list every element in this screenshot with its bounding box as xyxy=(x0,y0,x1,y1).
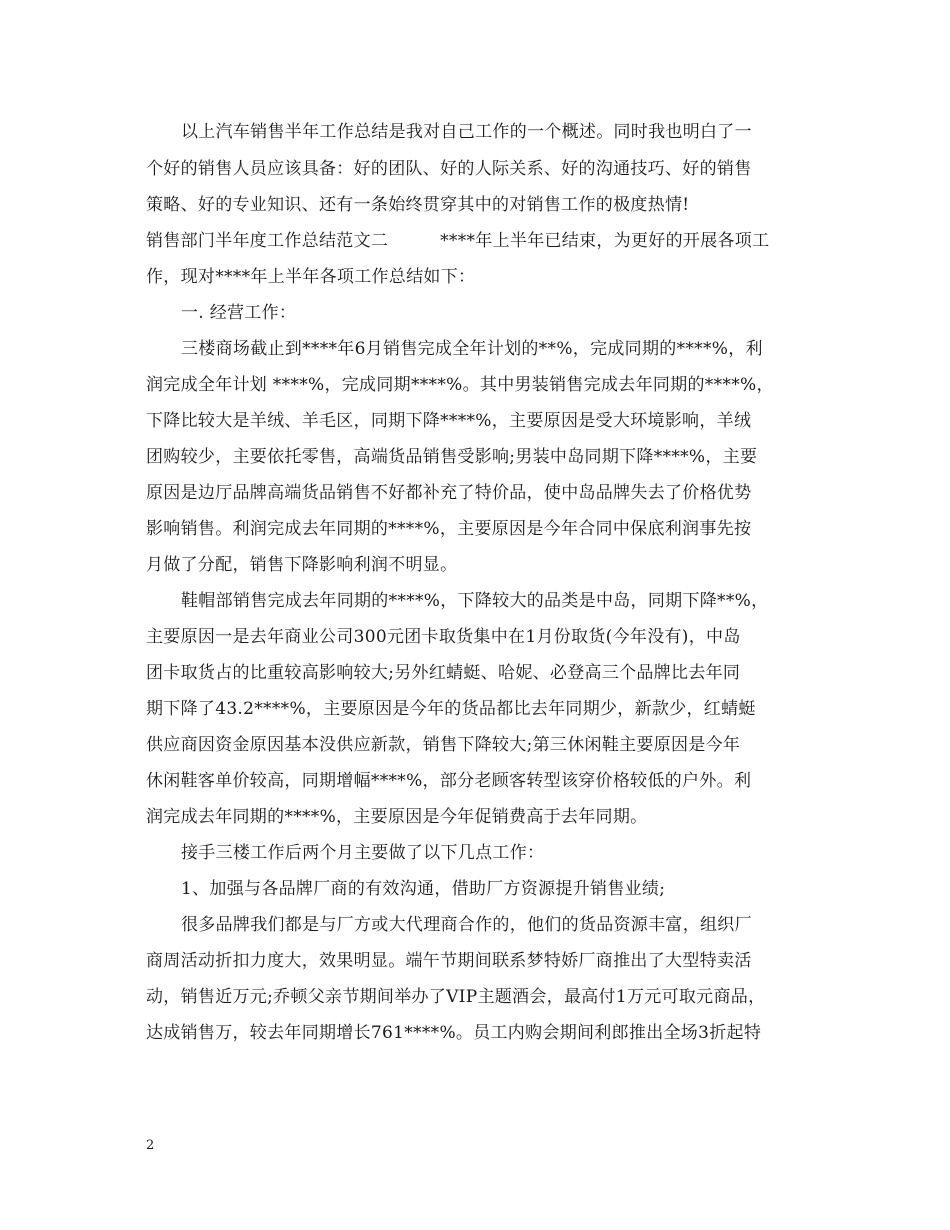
text-line: 原因是边厅品牌高端货品销售不好都补充了特价品，使中岛品牌失去了价格优势 xyxy=(146,483,752,503)
text-line: 下降比较大是羊绒、羊毛区，同期下降****%，主要原因是受大环境影响，羊绒 xyxy=(146,411,752,431)
text-line: 月做了分配，销售下降影响利润不明显。 xyxy=(146,555,458,575)
text-line: 以上汽车销售半年工作总结是我对自己工作的一个概述。同时我也明白了一 xyxy=(181,122,752,142)
section-heading: 一. 经营工作： xyxy=(181,303,297,323)
text-line: 接手三楼工作后两个月主要做了以下几点工作： xyxy=(181,843,545,863)
text-line: 个好的销售人员应该具备：好的团队、好的人际关系、好的沟通技巧、好的销售 xyxy=(146,159,752,179)
text-line: 润完成去年同期的****%，主要原因是今年促销费高于去年同期。 xyxy=(146,807,648,827)
text-line: 商周活动折扣力度大，效果明显。端午节期间联系梦特娇厂商推出了大型特卖活 xyxy=(146,951,752,971)
text-line: 很多品牌我们都是与厂方或大代理商合作的，他们的货品资源丰富，组织厂 xyxy=(181,915,752,935)
text-line: 团购较少，主要依托零售，高端货品销售受影响;男装中岛同期下降****%，主要 xyxy=(146,447,758,467)
page-number: 2 xyxy=(146,1138,155,1153)
text-line: 三楼商场截止到****年6月销售完成全年计划的**%，完成同期的****%，利 xyxy=(181,339,763,359)
text-line: 润完成全年计划 ****%，完成同期****%。其中男装销售完成去年同期的****%， xyxy=(146,375,774,395)
text-line: 达成销售万，较去年同期增长761****%。员工内购会期间利郎推出全场3折起特 xyxy=(146,1023,762,1043)
text-line: 团卡取货占的比重较高影响较大;另外红蜻蜓、哈妮、必登高三个品牌比去年同 xyxy=(146,663,741,683)
text-line: 供应商因资金原因基本没供应新款，销售下降较大;第三休闲鞋主要原因是今年 xyxy=(146,735,741,755)
text-line: 策略、好的专业知识、还有一条始终贯穿其中的对销售工作的极度热情! xyxy=(146,195,690,215)
text-line: 休闲鞋客单价较高，同期增幅****%，部分老顾客转型该穿价格较低的户外。利 xyxy=(146,771,752,791)
text-line: 期下降了43.2****%，主要原因是今年的货品都比去年同期少，新款少，红蜻蜓 xyxy=(146,699,756,719)
text-line: 销售部门半年度工作总结范文二 ****年上半年已结束，为更好的开展各项工 xyxy=(146,231,770,251)
text-line: 主要原因一是去年商业公司300元团卡取货集中在1月份取货(今年没有)，中岛 xyxy=(146,627,741,647)
text-line: 1、加强与各品牌厂商的有效沟通，借助厂方资源提升销售业绩; xyxy=(181,879,666,899)
text-line: 动，销售近万元;乔顿父亲节期间举办了VIP主题酒会，最高付1万元可取元商品， xyxy=(146,987,766,1007)
text-line: 鞋帽部销售完成去年同期的****%，下降较大的品类是中岛，同期下降**%， xyxy=(181,591,769,611)
text-line: 影响销售。利润完成去年同期的****%，主要原因是今年合同中保底利润事先按 xyxy=(146,519,752,539)
text-line: 作，现对****年上半年各项工作总结如下： xyxy=(146,267,476,287)
